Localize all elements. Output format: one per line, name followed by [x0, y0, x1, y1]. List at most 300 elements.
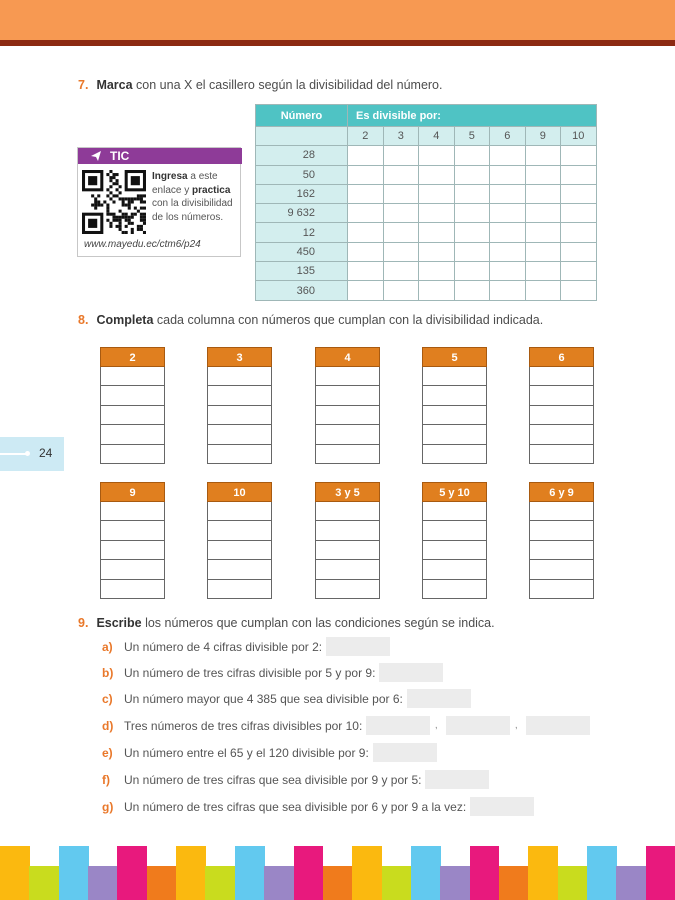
- qr-module: [143, 219, 146, 222]
- tic-description: [152, 170, 240, 224]
- color-stripe: [323, 866, 353, 900]
- qr-module: [128, 197, 131, 200]
- qr-module: [131, 213, 134, 216]
- qr-module: [116, 219, 119, 222]
- qr-module: [140, 207, 143, 210]
- column-answer-cell[interactable]: [529, 580, 594, 599]
- column-header: 9: [100, 482, 165, 502]
- qr-module: [137, 194, 140, 197]
- qr-module: [143, 194, 146, 197]
- answer-field[interactable]: [373, 743, 437, 762]
- number-cell: 360: [256, 281, 348, 300]
- color-stripe: [88, 866, 118, 900]
- qr-module: [137, 225, 140, 228]
- qr-module: [109, 191, 112, 194]
- exercise-7-title: [78, 78, 442, 92]
- answer-separator: ,: [514, 720, 518, 731]
- question-item: [102, 637, 390, 656]
- question-text: Un número mayor que 4 385 que sea divisible por 6:: [124, 691, 403, 706]
- check-cell[interactable]: [490, 146, 526, 165]
- tic-header: [78, 148, 242, 164]
- color-stripe: [646, 846, 675, 900]
- qr-module: [134, 207, 137, 210]
- qr-code-icon[interactable]: [82, 170, 146, 234]
- question-item: [102, 663, 443, 682]
- check-cell[interactable]: [383, 281, 419, 300]
- exercise-8-title: [78, 313, 543, 327]
- check-cell[interactable]: [383, 146, 419, 165]
- column-answer-cell[interactable]: [315, 580, 380, 599]
- divisor-header: 9: [525, 127, 561, 146]
- check-cell[interactable]: [454, 165, 490, 184]
- exercise-number: 9.: [78, 616, 89, 630]
- qr-module: [137, 228, 140, 231]
- column-header: 2: [100, 347, 165, 367]
- column-answer-cell[interactable]: [100, 386, 165, 405]
- question-letter: e): [102, 745, 113, 760]
- question-item: [102, 770, 489, 789]
- column-answer-cell[interactable]: [207, 580, 272, 599]
- qr-module: [112, 194, 115, 197]
- divisor-row-blank: [256, 127, 348, 146]
- tic-text-1: a este enlace y: [152, 171, 218, 196]
- divisor-header: 3: [383, 127, 419, 146]
- column-answer-cell[interactable]: [100, 560, 165, 579]
- qr-module: [143, 216, 146, 219]
- qr-module: [128, 219, 131, 222]
- qr-module: [140, 219, 143, 222]
- color-stripe: [59, 846, 89, 900]
- column-answer-cell[interactable]: [100, 425, 165, 444]
- qr-module: [143, 231, 146, 234]
- qr-module: [128, 216, 131, 219]
- column-answer-cell[interactable]: [422, 406, 487, 425]
- column-header: 3: [207, 347, 272, 367]
- check-cell[interactable]: [561, 146, 597, 165]
- qr-module: [116, 216, 119, 219]
- column-answer-cell[interactable]: [315, 367, 380, 386]
- qr-module: [112, 219, 115, 222]
- question-item: [102, 689, 471, 708]
- qr-module: [131, 222, 134, 225]
- column-answer-cell[interactable]: [422, 367, 487, 386]
- column-answer-cell[interactable]: [207, 367, 272, 386]
- column-answer-cell[interactable]: [529, 406, 594, 425]
- check-cell[interactable]: [383, 223, 419, 242]
- column-header: 4: [315, 347, 380, 367]
- column-answer-cell[interactable]: [529, 541, 594, 560]
- question-text: Un número de tres cifras divisible por 5 y por 9:: [124, 665, 376, 680]
- qr-module: [106, 207, 109, 210]
- qr-module: [131, 231, 134, 234]
- qr-module: [116, 173, 119, 176]
- column-answer-cell[interactable]: [100, 445, 165, 464]
- column-answer-cell[interactable]: [207, 425, 272, 444]
- qr-module: [112, 216, 115, 219]
- number-cell: 12: [256, 223, 348, 242]
- qr-module: [140, 194, 143, 197]
- check-cell[interactable]: [454, 146, 490, 165]
- check-cell[interactable]: [383, 242, 419, 261]
- qr-module: [131, 176, 140, 185]
- check-cell[interactable]: [454, 223, 490, 242]
- qr-module: [131, 228, 134, 231]
- qr-module: [119, 222, 122, 225]
- qr-module: [106, 213, 109, 216]
- column-answer-cell[interactable]: [207, 386, 272, 405]
- answer-field[interactable]: [526, 716, 590, 735]
- qr-module: [106, 188, 109, 191]
- tab-line: [0, 453, 26, 455]
- page-number: 24: [39, 446, 53, 460]
- exercise-instruction: cada columna con números que cumplan con la divisibilidad indicada.: [153, 313, 544, 327]
- qr-module: [119, 228, 122, 231]
- column-header: 6: [529, 347, 594, 367]
- column-answer-cell[interactable]: [422, 541, 487, 560]
- check-cell[interactable]: [348, 204, 384, 223]
- column-answer-cell[interactable]: [207, 502, 272, 521]
- check-cell[interactable]: [348, 242, 384, 261]
- qr-module: [125, 216, 128, 219]
- qr-module: [109, 213, 112, 216]
- color-stripe: [205, 866, 235, 900]
- exercise-instruction: los números que cumplan con las condiciones según se indica.: [141, 616, 495, 630]
- question-letter: a): [102, 639, 113, 654]
- answer-field[interactable]: [366, 716, 430, 735]
- color-stripe: [0, 846, 30, 900]
- qr-module: [140, 225, 143, 228]
- check-cell[interactable]: [454, 204, 490, 223]
- qr-module: [131, 216, 134, 219]
- exercise-verb: Completa: [96, 313, 154, 327]
- qr-module: [94, 204, 97, 207]
- number-cell: 135: [256, 262, 348, 281]
- color-stripe: [235, 846, 265, 900]
- check-cell[interactable]: [490, 281, 526, 300]
- qr-module: [128, 207, 131, 210]
- column-answer-cell[interactable]: [315, 521, 380, 540]
- color-stripe: [616, 866, 646, 900]
- qr-module: [125, 219, 128, 222]
- question-letter: g): [102, 799, 114, 814]
- column-answer-cell[interactable]: [100, 541, 165, 560]
- divisibility-column: [315, 347, 380, 464]
- column-answer-cell[interactable]: [315, 541, 380, 560]
- divisor-header: 6: [490, 127, 526, 146]
- qr-module: [94, 200, 97, 203]
- check-cell[interactable]: [490, 165, 526, 184]
- check-cell[interactable]: [454, 184, 490, 203]
- number-cell: 9 632: [256, 204, 348, 223]
- qr-module: [109, 197, 112, 200]
- qr-module: [91, 204, 94, 207]
- column-header: 5: [422, 347, 487, 367]
- check-cell[interactable]: [525, 242, 561, 261]
- column-answer-cell[interactable]: [529, 445, 594, 464]
- question-text: Tres números de tres cifras divisibles por 10:: [124, 718, 363, 733]
- qr-module: [119, 210, 122, 213]
- qr-module: [109, 179, 112, 182]
- check-cell[interactable]: [419, 184, 455, 203]
- question-letter: d): [102, 718, 114, 733]
- check-cell[interactable]: [419, 223, 455, 242]
- exercise-number: 7.: [78, 78, 89, 92]
- qr-module: [112, 173, 115, 176]
- column-answer-cell[interactable]: [315, 386, 380, 405]
- check-cell[interactable]: [348, 262, 384, 281]
- qr-module: [125, 231, 128, 234]
- check-cell[interactable]: [525, 204, 561, 223]
- check-cell[interactable]: [419, 281, 455, 300]
- column-answer-cell[interactable]: [422, 580, 487, 599]
- question-item: [102, 797, 534, 816]
- qr-module: [109, 185, 112, 188]
- qr-module: [97, 194, 100, 197]
- check-cell[interactable]: [419, 242, 455, 261]
- color-stripe: [411, 846, 441, 900]
- question-letter: f): [102, 772, 110, 787]
- qr-module: [116, 179, 119, 182]
- qr-module: [122, 197, 125, 200]
- qr-module: [140, 216, 143, 219]
- qr-module: [119, 185, 122, 188]
- column-header: 6 y 9: [529, 482, 594, 502]
- qr-module: [112, 200, 115, 203]
- column-answer-cell[interactable]: [207, 560, 272, 579]
- check-cell[interactable]: [419, 204, 455, 223]
- check-cell[interactable]: [490, 184, 526, 203]
- exercise-9-title: [78, 616, 495, 630]
- divisor-header: 10: [561, 127, 597, 146]
- qr-module: [128, 222, 131, 225]
- column-answer-cell[interactable]: [529, 560, 594, 579]
- check-cell[interactable]: [383, 204, 419, 223]
- answer-field[interactable]: [326, 637, 390, 656]
- question-text: Un número entre el 65 y el 120 divisible por 9:: [124, 745, 369, 760]
- check-cell[interactable]: [454, 262, 490, 281]
- column-answer-cell[interactable]: [207, 541, 272, 560]
- color-stripe: [528, 846, 558, 900]
- question-letter: b): [102, 665, 114, 680]
- table-header-divisible: Es divisible por:: [348, 105, 597, 127]
- check-cell[interactable]: [383, 165, 419, 184]
- exercise-verb: Escribe: [96, 616, 142, 630]
- check-cell[interactable]: [348, 184, 384, 203]
- qr-module: [112, 182, 115, 185]
- qr-module: [97, 200, 100, 203]
- qr-module: [119, 219, 122, 222]
- qr-module: [119, 216, 122, 219]
- qr-module: [119, 191, 122, 194]
- qr-module: [109, 176, 112, 179]
- check-cell[interactable]: [348, 281, 384, 300]
- qr-module: [140, 228, 143, 231]
- question-item: [102, 716, 590, 735]
- check-cell[interactable]: [490, 223, 526, 242]
- color-stripe: [147, 866, 177, 900]
- check-cell[interactable]: [525, 223, 561, 242]
- check-cell[interactable]: [419, 262, 455, 281]
- column-answer-cell[interactable]: [422, 521, 487, 540]
- check-cell[interactable]: [561, 204, 597, 223]
- column-answer-cell[interactable]: [315, 406, 380, 425]
- check-cell[interactable]: [525, 165, 561, 184]
- column-answer-cell[interactable]: [529, 367, 594, 386]
- qr-module: [106, 194, 109, 197]
- divisibility-column: [100, 482, 165, 599]
- column-answer-cell[interactable]: [422, 560, 487, 579]
- exercise-verb: Marca: [96, 78, 133, 92]
- check-cell[interactable]: [561, 242, 597, 261]
- answer-field[interactable]: [446, 716, 510, 735]
- exercise-number: 8.: [78, 313, 89, 327]
- check-cell[interactable]: [525, 146, 561, 165]
- question-text: Un número de tres cifras que sea divisible por 6 y por 9 a la vez:: [124, 799, 467, 814]
- column-answer-cell[interactable]: [422, 386, 487, 405]
- column-answer-cell[interactable]: [100, 367, 165, 386]
- check-cell[interactable]: [454, 281, 490, 300]
- check-cell[interactable]: [525, 281, 561, 300]
- qr-module: [125, 197, 128, 200]
- qr-module: [140, 197, 143, 200]
- check-cell[interactable]: [419, 146, 455, 165]
- check-cell[interactable]: [561, 262, 597, 281]
- number-cell: 50: [256, 165, 348, 184]
- divisibility-column: [207, 482, 272, 599]
- check-cell[interactable]: [490, 262, 526, 281]
- check-cell[interactable]: [348, 146, 384, 165]
- divisibility-column: [315, 482, 380, 599]
- tic-box: [77, 147, 241, 257]
- qr-module: [91, 194, 94, 197]
- qr-module: [109, 170, 112, 173]
- column-answer-cell[interactable]: [100, 502, 165, 521]
- column-answer-cell[interactable]: [207, 521, 272, 540]
- top-band-line: [0, 40, 675, 46]
- qr-module: [125, 225, 128, 228]
- answer-field[interactable]: [470, 797, 534, 816]
- table-row: [256, 204, 597, 223]
- answer-field[interactable]: [425, 770, 489, 789]
- qr-module: [106, 219, 109, 222]
- qr-module: [116, 194, 119, 197]
- qr-module: [143, 222, 146, 225]
- column-answer-cell[interactable]: [315, 445, 380, 464]
- check-cell[interactable]: [419, 165, 455, 184]
- tic-title: TIC: [110, 149, 130, 163]
- qr-module: [143, 207, 146, 210]
- qr-module: [122, 213, 125, 216]
- column-answer-cell[interactable]: [422, 445, 487, 464]
- qr-module: [128, 204, 131, 207]
- column-answer-cell[interactable]: [100, 521, 165, 540]
- column-answer-cell[interactable]: [422, 425, 487, 444]
- table-row: [256, 223, 597, 242]
- qr-module: [125, 213, 128, 216]
- table-row: [256, 281, 597, 300]
- column-answer-cell[interactable]: [529, 386, 594, 405]
- qr-module: [125, 204, 128, 207]
- qr-module: [137, 197, 140, 200]
- answer-field[interactable]: [407, 689, 471, 708]
- color-stripe: [176, 846, 206, 900]
- qr-module: [109, 225, 112, 228]
- divisibility-column: [422, 482, 487, 599]
- check-cell[interactable]: [561, 165, 597, 184]
- table-row: [256, 184, 597, 203]
- check-cell[interactable]: [348, 223, 384, 242]
- check-cell[interactable]: [490, 204, 526, 223]
- qr-module: [88, 176, 97, 185]
- column-answer-cell[interactable]: [100, 406, 165, 425]
- column-header: 10: [207, 482, 272, 502]
- divisibility-column: [422, 347, 487, 464]
- check-cell[interactable]: [525, 184, 561, 203]
- qr-module: [103, 200, 106, 203]
- color-stripe: [587, 846, 617, 900]
- divisibility-column: [529, 347, 594, 464]
- column-answer-cell[interactable]: [315, 560, 380, 579]
- divisor-header: 5: [454, 127, 490, 146]
- qr-module: [140, 200, 143, 203]
- tic-bold-practica: practica: [192, 184, 231, 196]
- check-cell[interactable]: [561, 281, 597, 300]
- check-cell[interactable]: [525, 262, 561, 281]
- column-answer-cell[interactable]: [315, 425, 380, 444]
- table-row: [256, 146, 597, 165]
- qr-module: [122, 231, 125, 234]
- decorative-stripes: [0, 846, 675, 900]
- top-band: [0, 0, 675, 40]
- column-answer-cell[interactable]: [207, 406, 272, 425]
- divisor-header: 4: [419, 127, 455, 146]
- number-cell: 450: [256, 242, 348, 261]
- qr-module: [140, 213, 143, 216]
- divisor-header: 2: [348, 127, 384, 146]
- answer-field[interactable]: [379, 663, 443, 682]
- check-cell[interactable]: [454, 242, 490, 261]
- color-stripe: [382, 866, 412, 900]
- color-stripe: [470, 846, 500, 900]
- table-row: [256, 262, 597, 281]
- column-answer-cell[interactable]: [100, 580, 165, 599]
- qr-module: [131, 200, 134, 203]
- qr-module: [134, 213, 137, 216]
- column-answer-cell[interactable]: [422, 502, 487, 521]
- table-header-number: Número: [256, 105, 348, 127]
- column-answer-cell[interactable]: [529, 521, 594, 540]
- check-cell[interactable]: [561, 184, 597, 203]
- check-cell[interactable]: [561, 223, 597, 242]
- qr-module: [119, 225, 122, 228]
- qr-module: [112, 176, 115, 179]
- check-cell[interactable]: [383, 184, 419, 203]
- qr-module: [116, 182, 119, 185]
- qr-module: [100, 204, 103, 207]
- column-answer-cell[interactable]: [529, 425, 594, 444]
- column-answer-cell[interactable]: [207, 445, 272, 464]
- divisibility-column: [207, 347, 272, 464]
- check-cell[interactable]: [490, 242, 526, 261]
- check-cell[interactable]: [383, 262, 419, 281]
- check-cell[interactable]: [348, 165, 384, 184]
- column-answer-cell[interactable]: [529, 502, 594, 521]
- page-number-tab: [0, 437, 64, 471]
- column-answer-cell[interactable]: [315, 502, 380, 521]
- divisibility-table: [255, 104, 597, 301]
- tic-url-link[interactable]: www.mayedu.ec/ctm6/p24: [84, 239, 201, 250]
- color-stripe: [440, 866, 470, 900]
